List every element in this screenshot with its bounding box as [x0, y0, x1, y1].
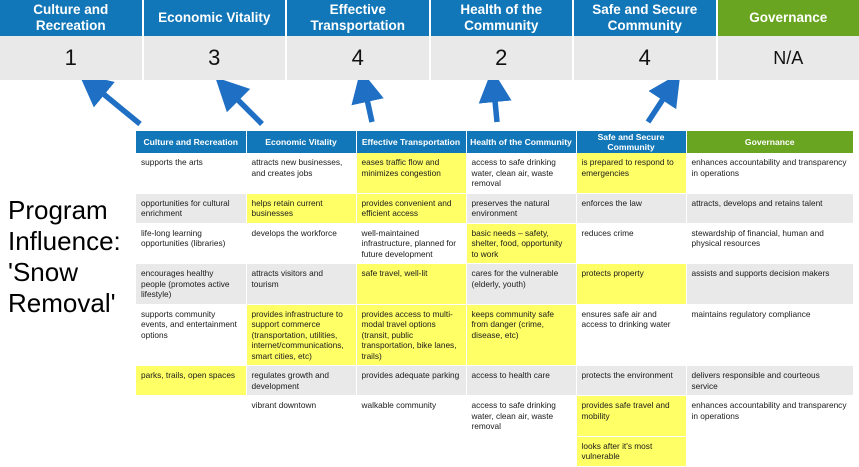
scorecard-header-culture-and-recreation: Culture and Recreation: [0, 0, 144, 36]
matrix-header-safe-and-secure-community: Safe and Secure Community: [576, 131, 686, 153]
matrix-cell: [136, 396, 246, 437]
arrow-safe-and-secure-community: [648, 90, 669, 122]
matrix-cell: is prepared to respond to emergencies: [576, 153, 686, 193]
matrix-cell: supports the arts: [136, 153, 246, 193]
matrix-cell: walkable community: [356, 396, 466, 437]
matrix-cell: access to safe drinking water, clean air, waste removal: [466, 153, 576, 193]
matrix-cell: [136, 436, 246, 466]
score-governance: N/A: [718, 36, 859, 80]
score-culture-and-recreation: 1: [0, 36, 144, 80]
matrix-body: [136, 153, 853, 466]
matrix-cell: vibrant downtown: [246, 396, 356, 437]
matrix-header-health-of-the-community: Health of the Community: [466, 131, 576, 153]
matrix-cell: enforces the law: [576, 193, 686, 223]
scorecard-header-row: [0, 0, 859, 36]
matrix-cell: stewardship of financial, human and physical resources: [686, 223, 853, 264]
matrix-cell: cares for the vulnerable (elderly, youth): [466, 264, 576, 305]
arrow-culture-and-recreation: [95, 87, 140, 124]
matrix-cell: looks after it's most vulnerable: [576, 436, 686, 466]
matrix-cell: parks, trails, open spaces: [136, 366, 246, 396]
matrix-cell: access to health care: [466, 366, 576, 396]
matrix-cell: ensures safe air and access to drinking water: [576, 304, 686, 366]
matrix-cell: enhances accountability and transparency in operations: [686, 153, 853, 193]
matrix-cell: provides safe travel and mobility: [576, 396, 686, 437]
arrow-health-of-the-community: [494, 90, 497, 122]
matrix-cell: well-maintained infrastructure, planned for future development: [356, 223, 466, 264]
matrix-cell: safe travel, well-lit: [356, 264, 466, 305]
matrix-cell: enhances accountability and transparency in operations: [686, 396, 853, 437]
matrix-cell: [466, 436, 576, 466]
matrix-header-effective-transportation: Effective Transportation: [356, 131, 466, 153]
matrix-cell: life-long learning opportunities (libraries): [136, 223, 246, 264]
scorecard-header-safe-and-secure-community: Safe and Secure Community: [574, 0, 718, 36]
matrix-cell: protects property: [576, 264, 686, 305]
scorecard-header-governance: Governance: [718, 0, 859, 36]
scorecard-header-economic-vitality: Economic Vitality: [144, 0, 288, 36]
scorecard-header-health-of-the-community: Health of the Community: [431, 0, 575, 36]
matrix-cell: attracts, develops and retains talent: [686, 193, 853, 223]
table-row: [136, 366, 853, 396]
matrix-cell: maintains regulatory compliance: [686, 304, 853, 366]
matrix-cell: access to safe drinking water, clean air, waste removal: [466, 396, 576, 437]
matrix-cell: preserves the natural environment: [466, 193, 576, 223]
scorecard-header-effective-transportation: Effective Transportation: [287, 0, 431, 36]
matrix-cell: attracts new businesses, and creates jobs: [246, 153, 356, 193]
matrix-cell: provides convenient and efficient access: [356, 193, 466, 223]
matrix-cell: eases traffic flow and minimizes congestion: [356, 153, 466, 193]
matrix-cell: [356, 436, 466, 466]
table-row: [136, 304, 853, 366]
score-safe-and-secure-community: 4: [574, 36, 718, 80]
matrix-cell: helps retain current businesses: [246, 193, 356, 223]
matrix-cell: delivers responsible and courteous service: [686, 366, 853, 396]
table-row: [136, 264, 853, 305]
matrix-cell: reduces crime: [576, 223, 686, 264]
matrix-cell: keeps community safe from danger (crime, disease, etc): [466, 304, 576, 366]
arrow-effective-transportation: [365, 90, 372, 122]
matrix-header-economic-vitality: Economic Vitality: [246, 131, 356, 153]
outcomes-matrix: [136, 131, 853, 467]
matrix-cell: regulates growth and development: [246, 366, 356, 396]
score-health-of-the-community: 2: [431, 36, 575, 80]
score-economic-vitality: 3: [144, 36, 288, 80]
table-row: [136, 436, 853, 466]
matrix-cell: develops the workforce: [246, 223, 356, 264]
matrix-cell: provides infrastructure to support commerce (transportation, utilities, internet/communications, smart cities, etc): [246, 304, 356, 366]
matrix-cell: attracts visitors and tourism: [246, 264, 356, 305]
scorecard-score-row: [0, 36, 859, 80]
program-influence-caption: Program Influence: 'Snow Removal': [8, 195, 133, 319]
matrix-cell: provides access to multi-modal travel options (transit, public transportation, bike lanes, trails): [356, 304, 466, 366]
matrix-header-culture-and-recreation: Culture and Recreation: [136, 131, 246, 153]
arrow-layer: [0, 80, 859, 132]
table-row: [136, 223, 853, 264]
table-row: [136, 396, 853, 437]
matrix-header-row: [136, 131, 853, 153]
matrix-cell: [246, 436, 356, 466]
matrix-cell: supports community events, and entertainment options: [136, 304, 246, 366]
arrow-economic-vitality: [230, 92, 262, 124]
matrix-cell: assists and supports decision makers: [686, 264, 853, 305]
matrix-cell: basic needs – safety, shelter, food, opportunity to work: [466, 223, 576, 264]
scorecard-strip: [0, 0, 859, 80]
matrix-cell: [686, 436, 853, 466]
matrix-cell: encourages healthy people (promotes active lifestyle): [136, 264, 246, 305]
table-row: [136, 153, 853, 193]
matrix-cell: protects the environment: [576, 366, 686, 396]
matrix-cell: opportunities for cultural enrichment: [136, 193, 246, 223]
score-effective-transportation: 4: [287, 36, 431, 80]
matrix-header-governance: Governance: [686, 131, 853, 153]
matrix-cell: provides adequate parking: [356, 366, 466, 396]
table-row: [136, 193, 853, 223]
